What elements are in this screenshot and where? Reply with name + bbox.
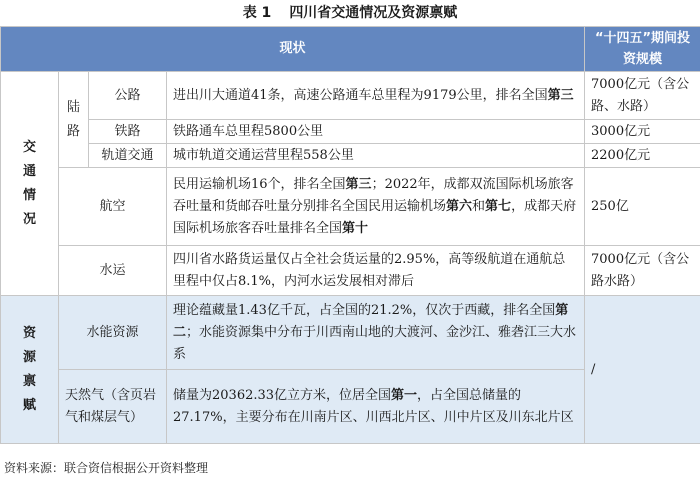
- table-row: [1, 168, 700, 246]
- row-label-water: 水运: [59, 246, 167, 296]
- row-label-road: 公路: [89, 72, 167, 120]
- table-row: [1, 296, 700, 370]
- table-row: [1, 72, 700, 120]
- row-label-metro: 轨道交通: [89, 144, 167, 168]
- metro-invest: 2200亿元: [585, 144, 700, 168]
- resources-invest: /: [585, 296, 700, 444]
- data-table: [0, 26, 700, 444]
- table-row: [1, 144, 700, 168]
- rail-desc: 铁路通车总里程5800公里: [167, 120, 585, 144]
- rail-invest: 3000亿元: [585, 120, 700, 144]
- metro-desc: 城市轨道交通运营里程558公里: [167, 144, 585, 168]
- header-status: 现状: [1, 27, 585, 72]
- header-row: [1, 27, 700, 72]
- header-investment: “十四五”期间投资规模: [585, 27, 700, 72]
- water-invest: 7000亿元（含公路水路）: [585, 246, 700, 296]
- table-row: [1, 246, 700, 296]
- row-label-rail: 铁路: [89, 120, 167, 144]
- row-label-gas: 天然气（含页岩气和煤层气）: [59, 370, 167, 444]
- table-title: [0, 0, 700, 26]
- row-label-hydro: 水能资源: [59, 296, 167, 370]
- table-number: 表 1: [242, 5, 272, 21]
- water-desc: 四川省水路货运量仅占全社会货运量的2.95%，高等级航道在通航总里程中仅占8.1%，内河水运发展相对滞后: [167, 246, 585, 296]
- air-invest: 250亿: [585, 168, 700, 246]
- row-label-air: 航空: [59, 168, 167, 246]
- hydro-desc: 理论蕴藏量1.43亿千瓦，占全国的21.2%，仅次于西藏，排名全国第二；水能资源集中分布于川西南山地的大渡河、金沙江、雅砻江三大水系: [167, 296, 585, 370]
- subgroup-land: 陆路: [59, 72, 89, 168]
- road-invest: 7000亿元（含公路、水路）: [585, 72, 700, 120]
- gas-desc: 储量为20362.33亿立方米，位居全国第一，占全国总储量的27.17%，主要分布在川南片区、川西北片区、川中片区及川东北片区: [167, 370, 585, 444]
- table-title-text: 四川省交通情况及资源禀赋: [289, 5, 458, 21]
- group-traffic: 交通情况: [1, 72, 59, 296]
- source-note: 资料来源：联合资信根据公开资料整理: [4, 461, 209, 475]
- road-desc: 进出川大通道41条，高速公路通车总里程为9179公里，排名全国第三: [167, 72, 585, 120]
- air-desc: 民用运输机场16个，排名全国第三；2022年，成都双流国际机场旅客吞吐量和货邮吞吐量分别排名全国民用运输机场第六和第七，成都天府国际机场旅客吞吐量排名全国第十: [167, 168, 585, 246]
- table-row: [1, 120, 700, 144]
- group-resources: 资源禀赋: [1, 296, 59, 444]
